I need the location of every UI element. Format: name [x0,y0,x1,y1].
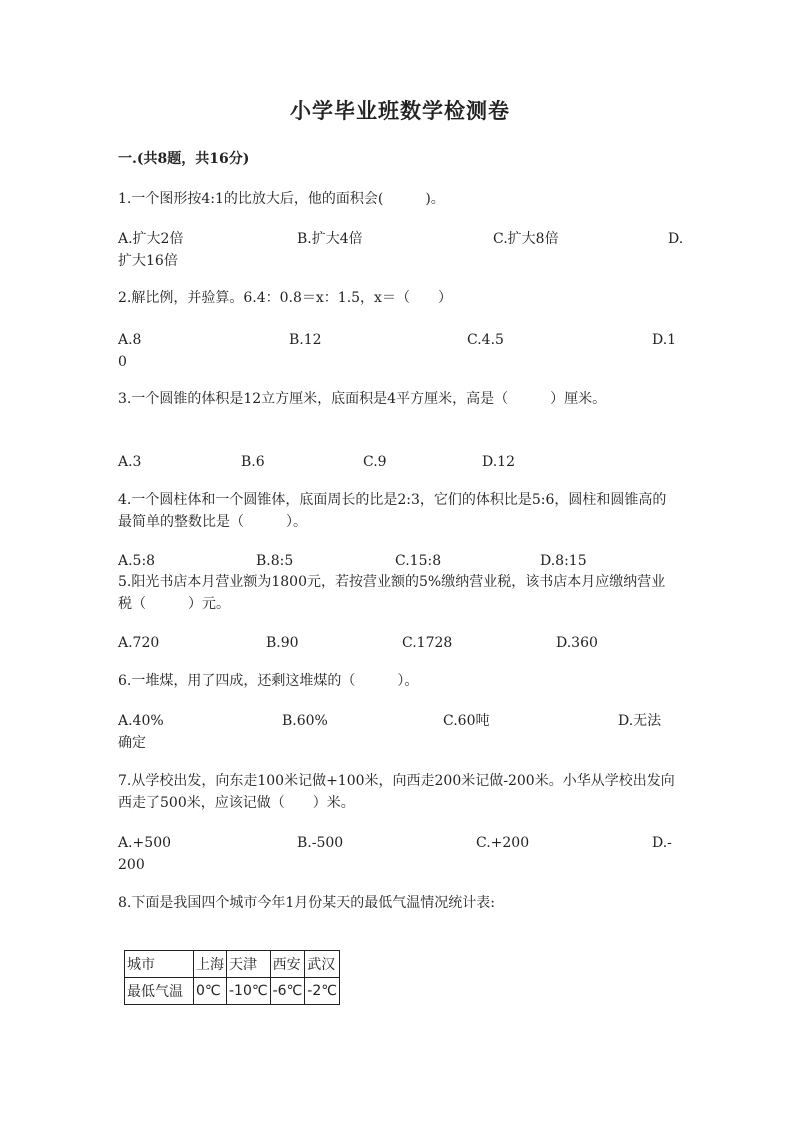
table-row [125,978,340,1005]
question-4-option-a: A.5:8 [118,553,156,569]
table-cell: -2℃ [305,978,340,1005]
table-cell: -10℃ [227,978,271,1005]
question-5-option-b: B.90 [266,635,299,651]
question-7-stem: 7.从学校出发，向东走100米记做+100米，向西走200米记做-200米。小华从学校出发向西走了500米，应该记做（ ）米。 [118,773,675,811]
question-7-option-d: D.- [652,835,672,851]
question-2-stem: 2.解比例，并验算。6.4：0.8＝x：1.5，x＝（ ） [118,290,452,306]
question-2-option-d: D.1 [652,332,677,348]
question-1-option-b: B.扩大4倍 [297,231,363,247]
table-header-cell: 西安 [270,951,305,978]
question-6-option-d-wrap: 确定 [118,735,146,751]
question-2-option-c: C.4.5 [467,332,504,348]
question-2-option-b: B.12 [289,332,322,348]
table-header-row [125,951,340,978]
question-2-option-d-wrap: 0 [118,354,127,370]
question-3-stem: 3.一个圆锥的体积是12立方厘米，底面积是4平方厘米，高是（ ）厘米。 [118,391,607,407]
question-4-option-c: C.15:8 [395,553,442,569]
question-1-option-d: D. [668,231,684,247]
question-7-option-a: A.+500 [118,835,172,851]
question-8-stem: 8.下面是我国四个城市今年1月份某天的最低气温情况统计表: [118,895,495,911]
question-1-option-d-wrap: 扩大16倍 [118,253,178,269]
table-header-cell: 城市 [125,951,194,978]
table-header-cell: 武汉 [305,951,340,978]
section-heading: 一.(共8题，共16分) [118,151,250,167]
question-5-option-a: A.720 [118,635,160,651]
question-7-option-d-wrap: 200 [118,857,145,873]
table-row-label: 最低气温 [125,978,194,1005]
question-5-option-d: D.360 [556,635,598,651]
question-3-option-d: D.12 [482,454,515,470]
question-3-option-a: A.3 [118,454,142,470]
table-cell: -6℃ [270,978,305,1005]
table-header-cell: 上海 [194,951,227,978]
question-5-stem: 5.阳光书店本月营业额为1800元，若按营业额的5%缴纳营业税，该书店本月应缴纳营业税（ ）元。 [118,574,666,612]
table-cell: 0℃ [194,978,227,1005]
question-5-option-c: C.1728 [402,635,453,651]
question-7-option-c: C.+200 [476,835,530,851]
table-header-cell: 天津 [227,951,271,978]
question-1-stem: 1.一个图形按4:1的比放大后，他的面积会( )。 [118,191,445,207]
question-3-option-b: B.6 [241,454,265,470]
question-6-option-c: C.60吨 [443,713,490,729]
temperature-table [124,950,340,1005]
question-6-option-a: A.40% [118,713,164,729]
question-6-stem: 6.一堆煤，用了四成，还剩这堆煤的（ ）。 [118,673,419,689]
question-1-option-a: A.扩大2倍 [118,231,184,247]
question-7-option-b: B.-500 [297,835,344,851]
page-title: 小学毕业班数学检测卷 [290,98,510,123]
question-2-option-a: A.8 [118,332,142,348]
question-4-option-b: B.8:5 [256,553,294,569]
question-6-option-b: B.60% [282,713,328,729]
question-4-stem: 4.一个圆柱体和一个圆锥体，底面周长的比是2:3，它们的体积比是5:6，圆柱和圆锥高的最简单的整数比是（ ）。 [118,492,667,530]
question-4-option-d: D.8:15 [540,553,587,569]
question-6-option-d: D.无法 [618,713,662,729]
question-1-option-c: C.扩大8倍 [493,231,559,247]
question-3-option-c: C.9 [363,454,387,470]
